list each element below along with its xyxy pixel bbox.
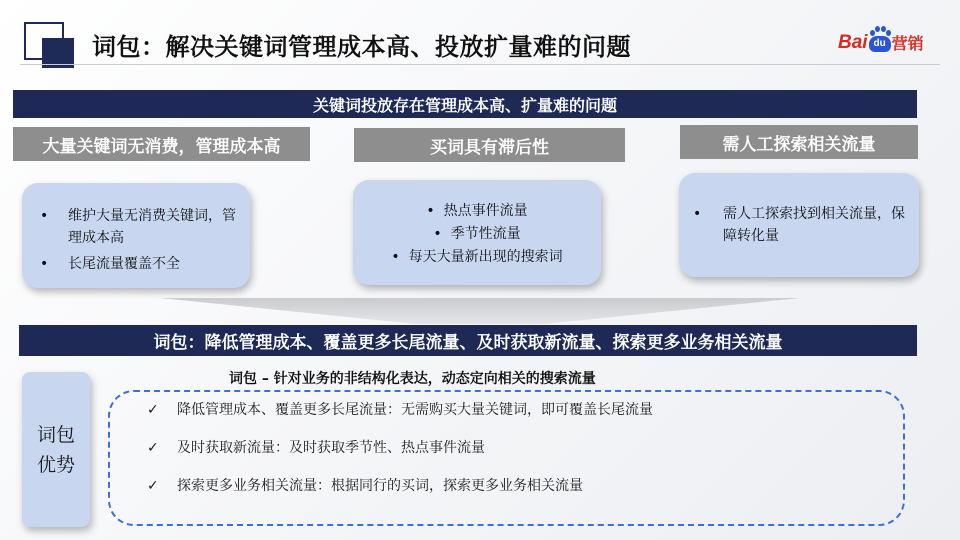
- list-item: [353, 246, 601, 269]
- list-item-text: 长尾流量覆盖不全: [68, 256, 180, 272]
- bullet-icon: •: [391, 249, 400, 265]
- benefit-item: [147, 393, 653, 431]
- issue-header-no-consumption: 大量关键词无消费，管理成本高: [13, 127, 310, 161]
- bullet-icon: •: [40, 256, 49, 272]
- bullet-icon: •: [693, 206, 702, 222]
- bullet-icon: •: [426, 203, 435, 219]
- logo-bai-text: Bai: [838, 32, 868, 53]
- bullet-icon: •: [40, 208, 49, 224]
- benefit-text: 探索更多业务相关流量：根据同行的买词，探索更多业务相关流量: [177, 478, 583, 494]
- issue-card-no-consumption: [22, 183, 250, 288]
- benefit-item: [147, 469, 653, 507]
- slide-title: 词包：解决关键词管理成本高、投放扩量难的问题: [92, 33, 631, 61]
- solution-banner: 词包：降低管理成本、覆盖更多长尾流量、及时获取新流量、探索更多业务相关流量: [19, 325, 917, 356]
- list-item-text: 维护大量无消费关键词，管理成本高: [68, 208, 236, 246]
- benefit-text: 及时获取新流量：及时获取季节性、热点事件流量: [177, 440, 485, 456]
- list-item: [693, 203, 909, 247]
- definition-text: 词包 – 针对业务的非结构化表达，动态定向相关的搜索流量: [229, 371, 596, 387]
- list-item-text: 热点事件流量: [443, 203, 528, 219]
- advantage-tab-line-1: 词包: [36, 423, 75, 446]
- advantage-tab: [22, 372, 90, 527]
- list-item: [353, 223, 601, 246]
- benefits-list: [147, 393, 653, 507]
- list-item-text: 需人工探索找到相关流量，保障转化量: [723, 206, 905, 244]
- logo-paw-icon: [869, 36, 891, 52]
- problem-banner: 关键词投放存在管理成本高、扩量难的问题: [13, 90, 917, 118]
- list-item-text: 每天大量新出现的搜索词: [408, 249, 563, 265]
- check-icon: ✓: [147, 440, 159, 456]
- list-item: [40, 253, 240, 275]
- check-icon: ✓: [147, 478, 159, 494]
- logo-du-text: du: [873, 38, 886, 49]
- list-item: [40, 205, 240, 249]
- bullet-list: [40, 205, 240, 279]
- issue-card-manual-explore: [679, 173, 919, 277]
- title-divider: [20, 64, 940, 65]
- benefit-text: 降低管理成本、覆盖更多长尾流量：无需购买大量关键词，即可覆盖长尾流量: [177, 402, 653, 418]
- issue-header-manual-explore: 需人工探索相关流量: [680, 125, 918, 159]
- bullet-list: [353, 200, 601, 269]
- baidu-marketing-logo: [838, 22, 924, 52]
- list-item: [353, 200, 601, 223]
- list-item-text: 季节性流量: [450, 226, 521, 242]
- benefit-item: [147, 431, 653, 469]
- issue-header-lag: 买词具有滞后性: [354, 128, 625, 162]
- issue-card-lag: [353, 180, 601, 285]
- check-icon: ✓: [147, 402, 159, 418]
- advantage-tab-line-2: 优势: [36, 453, 75, 476]
- logo-market-text: 营销: [891, 34, 924, 53]
- bullet-list: [693, 203, 909, 247]
- funnel-arrow: [160, 298, 800, 324]
- bullet-icon: •: [433, 226, 442, 242]
